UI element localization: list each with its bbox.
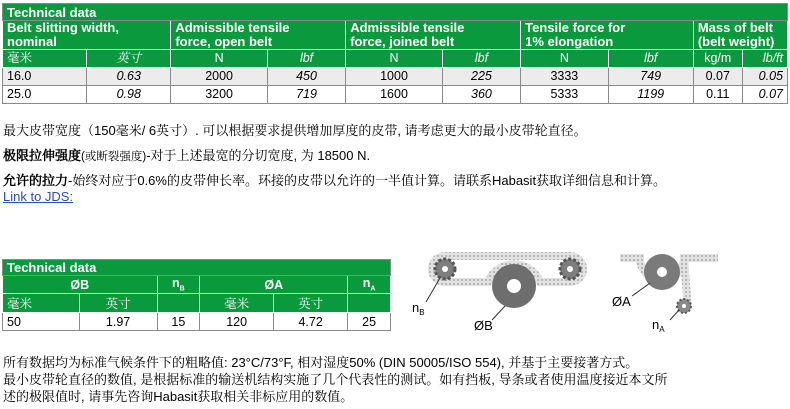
label-ob: ØB	[474, 318, 493, 333]
cell: 0.07	[742, 86, 787, 104]
cell: 0.05	[742, 68, 787, 86]
unit-inch: 英寸	[79, 294, 157, 313]
jds-link[interactable]: Link to JDS:	[3, 189, 74, 204]
cell: 719	[267, 86, 345, 104]
table-row	[3, 68, 788, 86]
cell: 25	[348, 313, 391, 331]
cell: 1000	[346, 68, 443, 86]
cell: 50	[3, 313, 80, 331]
cell: 225	[442, 68, 520, 86]
note-consult: 述的极限值时, 请事先咨询Habasit获取相关非标应用的数值。	[3, 389, 354, 404]
header-belt-width: Belt slitting width, nominal	[3, 21, 171, 50]
unit-mm: 毫米	[3, 50, 87, 68]
header-tensile-joined: Admissible tensile force, joined belt	[346, 21, 521, 50]
cell: 0.07	[693, 68, 742, 86]
note-min-pulley: 最小皮带轮直径的数值, 是根据标准的输送机结构实施了几个代表性的测试。如有挡板, 导条或者使用温度接近本文所	[3, 372, 668, 387]
leader-oa	[632, 283, 650, 296]
unit-kg-m: kg/m	[693, 50, 742, 68]
note-standard-conditions: 所有数据均为标准气候条件下的粗略值: 23°C/73°F, 相对湿度50% (DIN 50005/ISO 554), 并基于主要接著方式。	[3, 355, 639, 370]
cell: 2000	[171, 68, 268, 86]
cell: 0.98	[87, 86, 171, 104]
unit-mm: 毫米	[200, 294, 274, 313]
large-pulley-b	[492, 264, 536, 308]
cell: 3333	[521, 68, 608, 86]
table-row	[3, 86, 788, 104]
unit-empty	[157, 294, 200, 313]
header-mass: Mass of belt (belt weight)	[693, 21, 787, 50]
cell: 120	[200, 313, 274, 331]
header-tensile-1pct: Tensile force for 1% elongation	[521, 21, 694, 50]
unit-inch: 英寸	[274, 294, 348, 313]
leader-nb	[426, 278, 440, 302]
header-nb: $n_B$	[157, 276, 200, 294]
leader-na	[670, 310, 679, 320]
cell: 0.11	[693, 86, 742, 104]
pulley-data-table	[2, 259, 391, 331]
unit-inch: 英寸	[87, 50, 171, 68]
cell: 1.97	[79, 313, 157, 331]
unit-empty	[348, 294, 391, 313]
table-row	[3, 313, 391, 331]
header-na: $n_A$	[348, 276, 391, 294]
cell: 3200	[171, 86, 268, 104]
note-admissible-force: 允许的拉力-始终对应于0.6%的皮带伸长率。环接的皮带以允许的一半值计算。请联系Habasit获取详细信息和计算。	[3, 173, 667, 188]
label-nb: $n_B$	[412, 300, 425, 317]
technical-data-table	[2, 3, 788, 104]
table-title: Technical data	[3, 260, 391, 276]
cell: 5333	[521, 86, 608, 104]
pulley-a	[644, 254, 680, 290]
small-sprocket-right	[560, 259, 580, 279]
leader-ob	[492, 306, 505, 320]
cell: 15	[157, 313, 200, 331]
cell: 360	[442, 86, 520, 104]
cell: 1199	[608, 86, 693, 104]
header-oa: ØA	[200, 276, 348, 294]
cell: 1600	[346, 86, 443, 104]
unit-n: N	[171, 50, 268, 68]
unit-lbf: lbf	[442, 50, 520, 68]
unit-mm: 毫米	[3, 294, 80, 313]
label-na: $n_A$	[652, 317, 665, 334]
cell: 16.0	[3, 68, 87, 86]
unit-lb-ft: lb/ft	[742, 50, 787, 68]
label-oa: ØA	[612, 294, 631, 309]
cell: 450	[267, 68, 345, 86]
cell: 749	[608, 68, 693, 86]
unit-n: N	[346, 50, 443, 68]
cell: 4.72	[274, 313, 348, 331]
belt-pulley-diagram	[400, 250, 720, 335]
note-ultimate-tensile: 极限拉伸强度(或断裂强度)-对于上述最宽的分切宽度, 为 18500 N.	[3, 148, 371, 163]
note-max-width: 最大皮带宽度（150毫米/ 6英寸）. 可以根据要求提供增加厚度的皮带, 请考虑更大的最小皮带轮直径。	[3, 123, 587, 138]
unit-lbf: lbf	[608, 50, 693, 68]
unit-lbf: lbf	[267, 50, 345, 68]
small-sprocket-left	[435, 259, 455, 279]
table-title: Technical data	[3, 4, 788, 21]
header-tensile-open: Admissible tensile force, open belt	[171, 21, 346, 50]
header-ob: ØB	[3, 276, 158, 294]
sprocket-na	[677, 299, 691, 313]
cell: 0.63	[87, 68, 171, 86]
unit-n: N	[521, 50, 608, 68]
cell: 25.0	[3, 86, 87, 104]
